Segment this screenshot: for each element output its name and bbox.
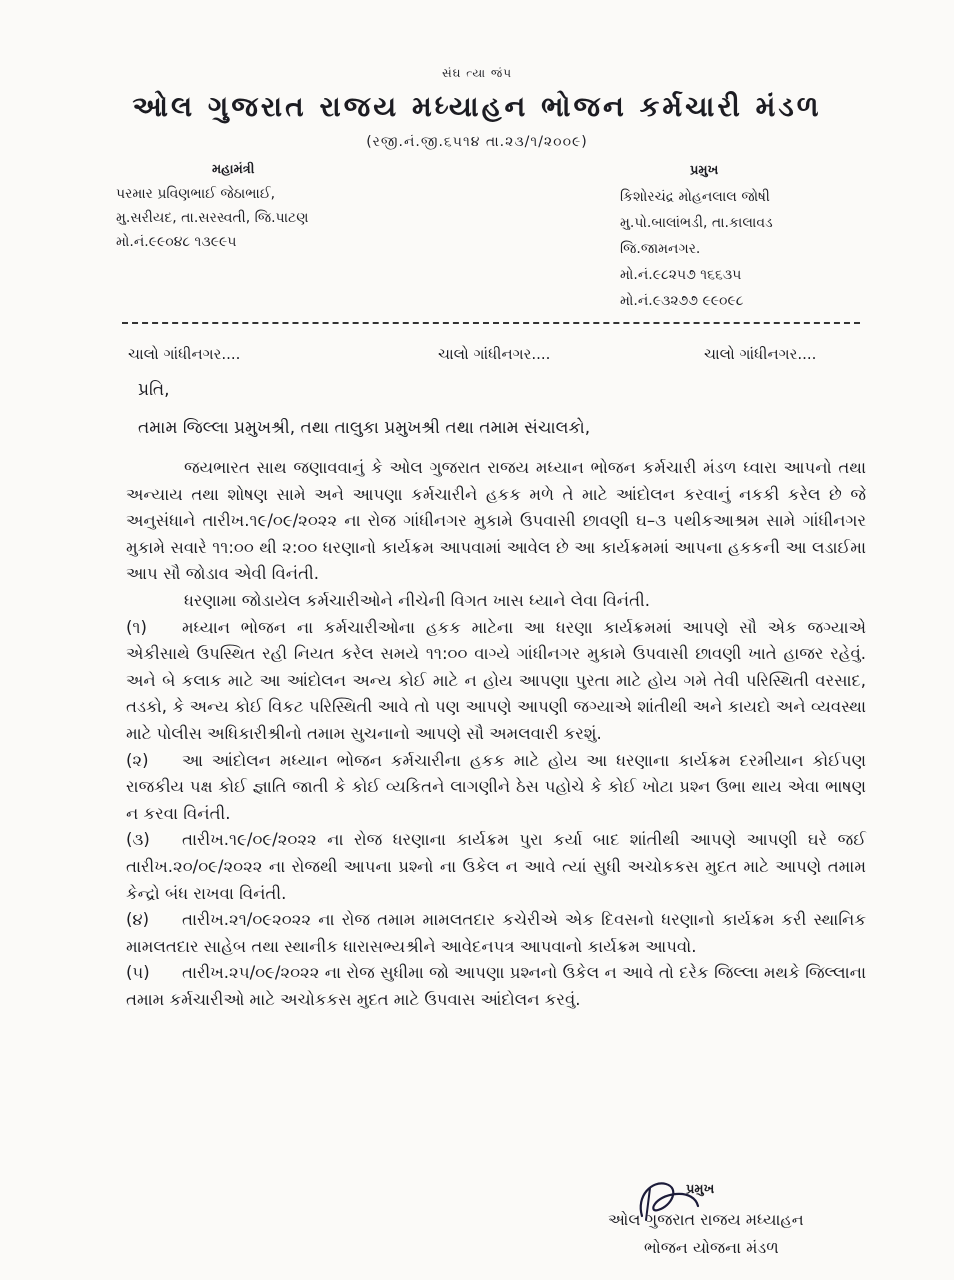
slogan-3: ચાલો ગાંધીનગર....	[704, 345, 817, 363]
slogan-1: ચાલો ગાંધીનગર....	[128, 345, 241, 363]
header-divider	[122, 322, 860, 324]
point-2	[126, 748, 866, 828]
slogan-2: ચાલો ગાંધીનગર....	[438, 345, 551, 363]
point-5-number: (૫)	[126, 963, 150, 983]
signature-block	[596, 1180, 886, 1270]
letter-body	[126, 455, 866, 1013]
motto: સંઘ ત્યા જંપ	[441, 66, 513, 80]
signature-role: પ્રમુખ	[686, 1182, 715, 1197]
point-1-number: (૧)	[126, 617, 147, 637]
point-4	[126, 907, 866, 960]
point-2-text: આ આંદોલન મધ્યાન ભોજન કર્મચારીના હકક માટે હોય આ ધરણાના કાર્યક્રમ દરમીયાન કોઈપણ રાજકીય પક્ષ કોઈ જ્ઞાતિ જાતી કે કોઈ વ્યકિતને લાગણીને ઠેસ પહોચે કે કોઈ ખોટા પ્રશ્ન ઉભા થાય એવા ભાષણ ન કરવા વિનંતી.	[126, 750, 866, 823]
point-3-number: (૩)	[126, 830, 150, 850]
registration-number: (રજી.નં.જી.૬૫૧૪ તા.૨૩/૧/૨૦૦૯)	[366, 134, 588, 150]
signature-org-line-1: ઓલ ગુજરાત રાજય મધ્યાહન	[608, 1210, 804, 1229]
president-mobile-1: મો.નં.૯૮૨૫૭ ૧૬૬૩૫	[620, 267, 742, 283]
president-block	[620, 158, 773, 314]
signature-org-line-2: ભોજન યોજના મંડળ	[644, 1238, 779, 1257]
organization-title: ઓલ ગુજરાત રાજય મધ્યાહન ભોજન કર્મચારી મંડળ	[132, 90, 822, 123]
general-secretary-block	[116, 158, 308, 254]
president-address-1: મુ.પો.બાલાંભડી, તા.કાલાવડ	[620, 215, 773, 231]
point-5	[126, 960, 866, 1013]
president-address-2: જિ.જામનગર.	[620, 241, 701, 257]
point-3-text: તારીખ.૧૯/૦૯/૨૦૨૨ ના રોજ ધરણાના કાર્યક્રમ પુરા કર્યા બાદ શાંતીથી આપણે આપણી ઘરે જઈ તારીખ.૨૦/૦૯/૨૦૨૨ ના રોજથી આપના પ્રશ્નો ના ઉકેલ ન આવે ત્યાં સુધી અચોકકસ મુદત માટે આપણે તમામ કેન્દ્રો બંધ રાખવા વિનંતી.	[126, 830, 866, 903]
intro-paragraph: જયભારત સાથ જણાવવાનું કે ઓલ ગુજરાત રાજય મધ્યાન ભોજન કર્મચારી મંડળ ધ્વારા આપનો તથા અન્યાય તથા શોષણ સામે અને આપણા કર્મચારીને હકક મળે તે માટે આંદોલન કરવાનું નકકી કરેલ છે જે અનુસંધાને તારીખ.૧૯/૦૯/૨૦૨૨ ના રોજ ગાંધીનગર મુકામે ઉપવાસી છાવણી ઘ–૩ પથીકઆશ્રમ સામે ગાંધીનગર મુકામે સવારે ૧૧:૦૦ થી ૨:૦૦ ધરણાનો કાર્યક્રમ આપવામાં આવેલ છે આ કાર્યક્રમમાં આપના હકકની આ લડાઈમા આપ સૌ જોડાવ એવી વિનંતી.	[126, 458, 866, 584]
president-mobile-2: મો.નં.૯૩૨૭૭ ૯૯૦૯૮	[620, 293, 744, 309]
instruction-lead: ધરણામા જોડાયેલ કર્મચારીઓને નીચેની વિગત ખાસ ધ્યાને લેવા વિનંતી.	[184, 590, 650, 610]
point-4-text: તારીખ.૨૧/૦૯૨૦૨૨ ના રોજ તમામ મામલતદાર કચેરીએ એક દિવસનો ધરણાનો કાર્યક્રમ કરી સ્થાનિક મામલતદાર સાહેબ તથા સ્થાનીક ધારાસભ્યશ્રીને આવેદનપત્ર આપવાનો કાર્યક્રમ આપવો.	[126, 910, 866, 956]
general-secretary-mobile: મો.નં.૯૯૦૪૮ ૧૩૯૯૫	[116, 234, 237, 250]
president-name: કિશોરચંદ્ર મોહનલાલ જોષી	[620, 189, 770, 205]
salutation: પ્રતિ,	[138, 380, 170, 400]
point-1	[126, 615, 866, 748]
point-2-number: (૨)	[126, 750, 149, 770]
addressees: તમામ જિલ્લા પ્રમુખશ્રી, તથા તાલુકા પ્રમુખશ્રી તથા તમામ સંચાલકો,	[138, 418, 591, 438]
general-secretary-name: પરમાર પ્રવિણભાઈ જેઠાભાઈ,	[116, 186, 276, 202]
general-secretary-role: મહામંત્રી	[212, 162, 255, 177]
president-role: પ્રમુખ	[690, 163, 719, 178]
point-5-text: તારીખ.૨૫/૦૯/૨૦૨૨ ના રોજ સુધીમા જો આપણા પ્રશ્નનો ઉકેલ ન આવે તો દરેક જિલ્લા મથકે જિલ્લાના તમામ કર્મચારીઓ માટે અચોકકસ મુદત માટે ઉપવાસ આંદોલન કરવું.	[126, 963, 866, 1009]
point-3	[126, 827, 866, 907]
point-1-text: મધ્યાન ભોજન ના કર્મચારીઓના હકક માટેના આ ધરણા કાર્યક્રમમાં આપણે સૌ એક જગ્યાએ એકીસાથે ઉપસ્થિત રહી નિયત કરેલ સમયે ૧૧:૦૦ વાગ્યે ગાંધીનગર મુકામે ઉપવાસી છાવણી ખાતે હાજર રહેવું. અને બે કલાક માટે આ આંદોલન અન્ય કોઈ માટે ન હોય આપણા પુરતા માટે હોય ગમે તેવી પરિસ્થિતી વરસાદ, તડકો, કે અન્ય કોઈ વિકટ પરિસ્થિતી આવે તો પણ આપણે આપણી જગ્યાએ શાંતીથી અને કાયદો અને વ્યવસ્થા માટે પોલીસ અધિકારીશ્રીનો તમામ સુચનાનો આપણે સૌ અમલવારી કરશું.	[126, 617, 866, 743]
general-secretary-address: મુ.સરીયદ, તા.સરસ્વતી, જિ.પાટણ	[116, 210, 309, 226]
point-4-number: (૪)	[126, 910, 150, 930]
